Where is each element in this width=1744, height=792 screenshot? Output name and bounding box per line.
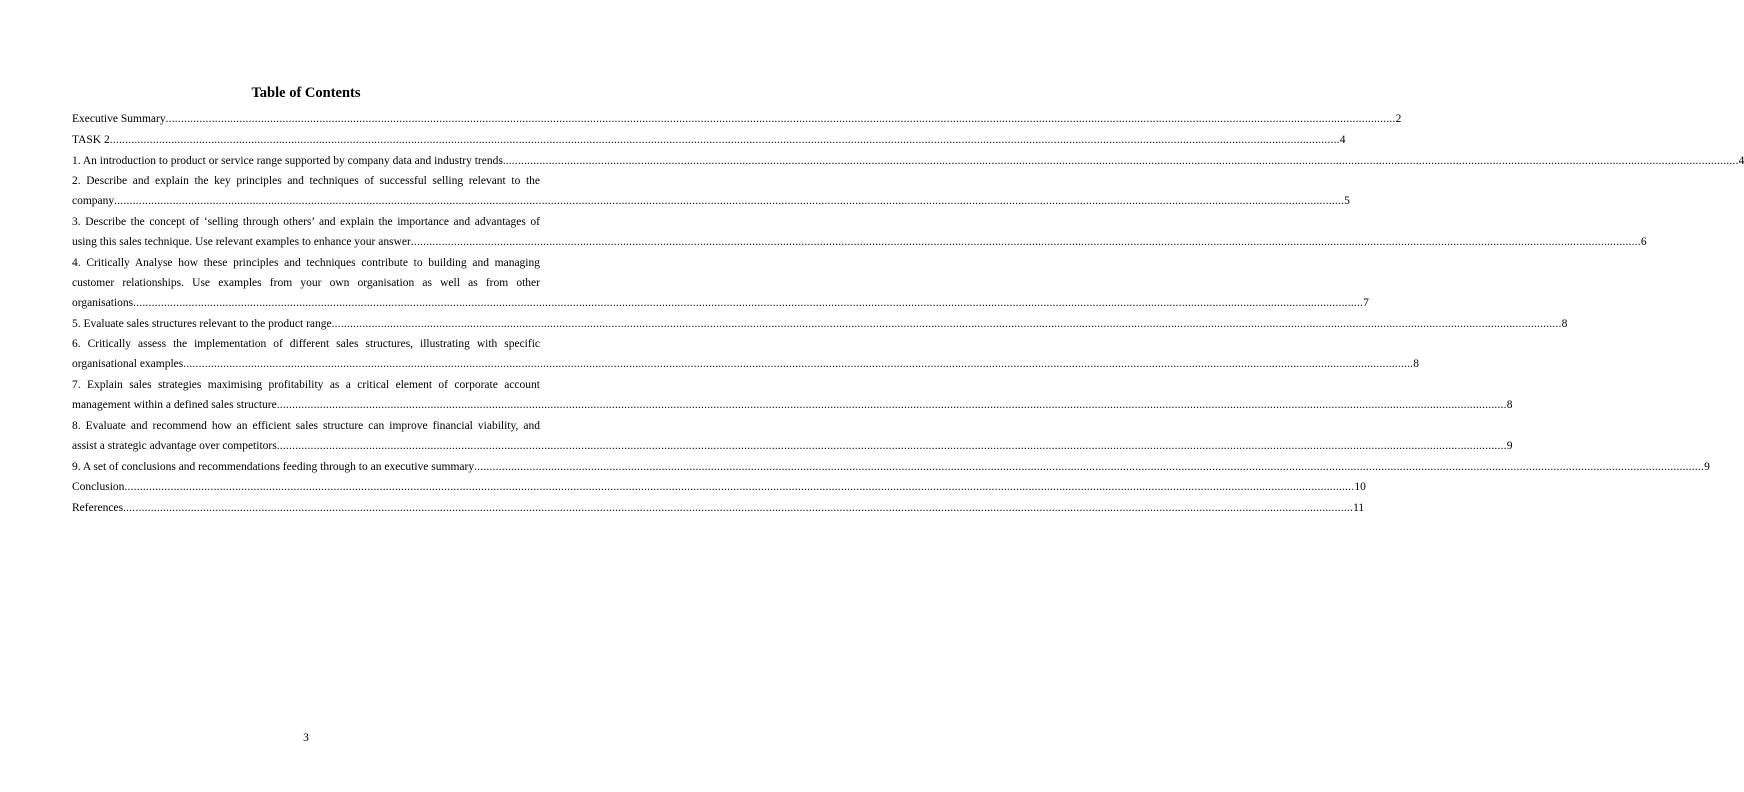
toc-page-number: 9 [1704, 460, 1710, 473]
toc-entry-text-line: customer relationships. Use examples from your own organisation as well as from other [72, 276, 540, 289]
toc-dot-leader: ................................................................................................................................................................................................................................................................................................................................................................................................................ [133, 296, 1364, 309]
toc-entry-text: TASK 2 [72, 133, 110, 146]
toc-entry-last-line [72, 193, 1350, 211]
toc-dot-leader: ................................................................................................................................................................................................................................................................................................................................................................................................................ [276, 399, 1507, 412]
toc-entry[interactable] [72, 418, 1513, 456]
toc-dot-leader: ................................................................................................................................................................................................................................................................................................................................................................................................................ [123, 502, 1354, 515]
toc-entry-last-line [72, 356, 1419, 374]
toc-dot-leader: ................................................................................................................................................................................................................................................................................................................................................................................................................ [165, 113, 1396, 125]
toc-dot-leader: ................................................................................................................................................................................................................................................................................................................................................................................................................ [183, 358, 1414, 371]
toc-dot-leader: ................................................................................................................................................................................................................................................................................................................................................................................................................ [331, 317, 1562, 330]
toc-entry[interactable] [72, 111, 1402, 129]
toc-entry[interactable] [72, 153, 1744, 171]
toc-dot-leader: ................................................................................................................................................................................................................................................................................................................................................................................................................ [124, 481, 1355, 494]
toc-entry[interactable] [72, 173, 1350, 211]
toc-entry-text: organisations [72, 296, 134, 309]
toc-dot-leader: ................................................................................................................................................................................................................................................................................................................................................................................................................ [276, 439, 1507, 452]
toc-entry-text: 5. Evaluate sales structures relevant to the product range [72, 317, 332, 330]
toc-entry-last-line [72, 234, 1647, 252]
toc-entry-last-line [72, 479, 1366, 497]
toc-entry-text-line: 3. Describe the concept of ‘selling through others’ and explain the importance and advantages of [72, 216, 540, 229]
toc-entry[interactable] [72, 336, 1419, 374]
page-number: 3 [303, 732, 309, 744]
toc-heading: Table of Contents [251, 85, 361, 101]
toc-entry-last-line [72, 111, 1402, 129]
toc-entry[interactable] [72, 132, 1346, 150]
toc-entry-text: using this sales technique. Use relevant examples to enhance your answer [72, 236, 411, 249]
toc-entry-text: Conclusion [72, 481, 125, 494]
toc-page-number: 9 [1506, 439, 1513, 452]
toc-page-number: 4 [1339, 133, 1346, 146]
toc-entry-last-line [72, 316, 1568, 334]
toc-entry-text: 1. An introduction to product or service range supported by company data and industry trends.. [72, 154, 509, 167]
toc-entry-last-line [72, 438, 1513, 456]
toc-entry-last-line [72, 132, 1346, 150]
table-of-contents [72, 111, 1744, 521]
toc-page-number: 6 [1640, 236, 1647, 249]
toc-page-number: 7 [1363, 296, 1369, 309]
toc-dot-leader: ................................................................................................................................................................................................................................................................................................................................................................................................................ [508, 154, 1739, 167]
toc-entry[interactable] [72, 500, 1365, 518]
toc-entry-text: assist a strategic advantage over competitors [72, 439, 277, 452]
toc-page-number: 4 [1738, 154, 1744, 167]
toc-dot-leader: ................................................................................................................................................................................................................................................................................................................................................................................................................ [114, 195, 1345, 208]
toc-entry[interactable] [72, 479, 1366, 497]
toc-entry-last-line [72, 459, 1710, 477]
toc-page-number: 2 [1395, 113, 1402, 125]
toc-dot-leader: ................................................................................................................................................................................................................................................................................................................................................................................................................ [474, 460, 1705, 473]
toc-entry[interactable] [72, 316, 1568, 334]
toc-entry-text: 9. A set of conclusions and recommendations feeding through to an executive summary [72, 460, 475, 473]
toc-page-number: 11 [1353, 502, 1365, 515]
toc-dot-leader: ................................................................................................................................................................................................................................................................................................................................................................................................................ [410, 236, 1641, 249]
toc-entry-last-line [72, 153, 1744, 171]
toc-entry-last-line [72, 295, 1369, 313]
toc-entry-text: company [72, 195, 115, 208]
toc-entry-text-line: 7. Explain sales strategies maximising profitability as a critical element of corporate account [72, 379, 540, 392]
toc-page-number: 8 [1413, 358, 1419, 371]
toc-entry[interactable] [72, 255, 1369, 313]
toc-entry[interactable] [72, 459, 1710, 477]
toc-dot-leader: ................................................................................................................................................................................................................................................................................................................................................................................................................ [109, 133, 1340, 146]
toc-entry-last-line [72, 397, 1513, 415]
toc-page-number: 8 [1561, 317, 1568, 330]
toc-entry-text: References [72, 502, 124, 515]
toc-page-number: 10 [1354, 481, 1366, 494]
toc-entry-text: management within a defined sales structure [72, 399, 277, 412]
toc-entry-text: organisational examples [72, 358, 184, 371]
toc-entry-text-line: 2. Describe and explain the key principles and techniques of successful selling relevant to the [72, 175, 540, 188]
toc-entry[interactable] [72, 214, 1647, 252]
toc-entry[interactable] [72, 377, 1513, 415]
toc-page-number: 8 [1506, 399, 1513, 412]
toc-entry-text: Executive Summary [72, 113, 166, 125]
toc-entry-text-line: 6. Critically assess the implementation of different sales structures, illustrating with specific [72, 338, 540, 351]
toc-page-number: 5 [1344, 195, 1350, 208]
toc-entry-text-line: 8. Evaluate and recommend how an efficient sales structure can improve financial viability, and [72, 419, 540, 432]
toc-entry-last-line [72, 500, 1365, 518]
toc-entry-text-line: 4. Critically Analyse how these principles and techniques contribute to building and managing [72, 256, 540, 269]
